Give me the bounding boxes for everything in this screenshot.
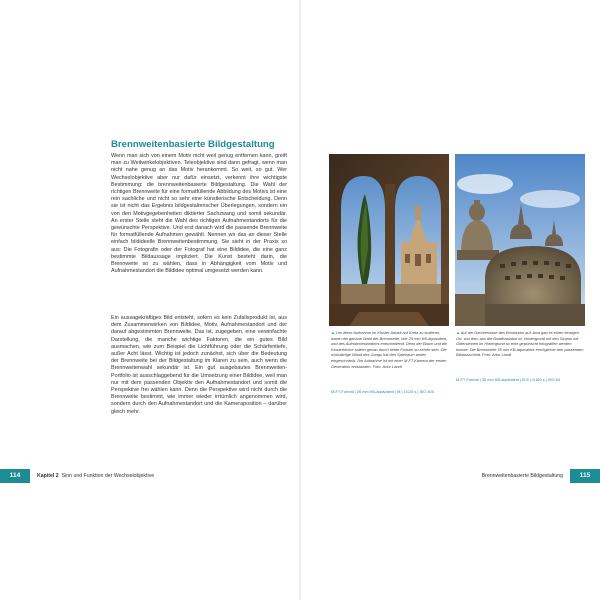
photo-caption-right [456,330,584,358]
running-head-right: Brennweitenbasierte Bildgestaltung [481,473,563,479]
caption-left-text: Um diese Aufnahme im Kloster Arkadi auf Kreta zu isolieren, waren die genaue Wahl der Brennweite, hier 26 mm KB-äquivalent, und des Aufnahmestandorts entscheidend. Denn der Baum und die Klosterkirche sollten genau durch beide Fenster zu sehen sein. Die rückwärtige Wand des Gangs hat den Spielraum weiter eingeschränkt. Die Aufnahme ist mit einer M-FT-Kamera der ersten Generation entstanden. Foto: Artur Landt [331,330,448,369]
borobudur-illustration [455,154,585,326]
caption-marker-icon: ▲ [331,330,335,335]
photo-borobudur-buddha [455,154,585,326]
section-heading: Brennweitenbasierte Bildgestaltung [111,139,275,150]
arkadi-illustration [329,154,449,326]
exif-data-left: M-FT-Format | 26 mm KB-äquivalent | f8 | 1/125 s | ISO 400 [331,389,434,394]
chapter-label: Kapitel 2 [37,473,59,479]
book-spine [299,0,301,600]
caption-right-text: Auf der Dachterrasse des Borobudur auf Java gab es einen einzigen Ort, von dem aus die Buddhastatue im Vordergrund mit den Stupas mit Gittersteinen im Hintergrund so eine gewünscht fotografiert werden konnte. Die Brennweite 35 mm KB-äquivalent ermöglichte den passenden Bildausschnitt. Foto: Artur Landt [456,330,584,358]
page-number-right: 115 [570,469,600,483]
body-paragraph-1: Wenn man sich von einem Motiv nicht weit genug entfernen kann, greift man zu Weitwinkelobjektiven. Teleobjektive sind dann gefragt, wenn man nicht nahe genug an das Motiv herankommt. So weit, so gut. Wer Wechselobjektive aber nur dafür einsetzt, verkennt ihre wichtigste Bestimmung: die brennweitenbasierte Bildgestaltung. Die Wahl der richtigen Brennweite für eine formatfüllende Abbildung des Motivs ist eine rein sachliche und nicht so sehr eine künstlerische Entscheidung. Denn sie ist nicht das Ergebnis bildgestalterischer Überlegungen, sondern ein von den Motivgegebenheiten diktierter Sachzwang und somit sekundär. An erster Stelle steht die Wahl des richtigen Aufnahmestandorts für die gewünschte Perspektive. Und erst danach wird die passende Brennweite für formatfüllende Aufnahmen gewählt. Nennen wir das an dieser Stelle einfach bildideelle Brennweitenbestimmung. Sie sieht in der Praxis so aus: Die Fotografin oder der Fotograf hat eine Bildidee, die eine ganz bestimmte Bildaussage impliziert. Die Kunst besteht darin, die Brennweite so zu wählen, dass in Abhängigkeit vom Motiv und Aufnahmestandort die Bildidee optimal umgesetzt werden kann. [111,153,287,275]
caption-marker-icon: ▲ [456,330,460,335]
footer-left [0,469,300,483]
page-number-left: 114 [0,469,30,483]
photo-caption-left [331,330,448,369]
running-head-left [37,469,154,483]
footer-right [300,469,600,483]
exif-data-right: M-FT-Format | 35 mm KB-äquivalent | f5.6 | 1/160 s | ISO 64 [456,377,560,382]
body-paragraph-2: Ein aussagekräftiges Bild entsteht, sofern es kein Zufallsprodukt ist, aus dem Zusammenwirken von Bildidee, Motiv, Aufnahmestandort und der darauf abgestimmten Brennweite. Das ist, zugegeben, eine vereinfachte Darstellung, die manche wichtige Faktoren, die ein gutes Bild ausmachen, wie zum Beispiel die Lichtführung oder die Schärfentiefe, außer Acht lässt. Wichtig ist jedoch zunächst, sich über die Bedeutung der Brennweite bei der Bildgestaltung im Klaren zu sein, auch wenn die Brennweitenwahl sekundär ist. Ein gut ausgebautes Brennweiten-Portfolio ist ausschlaggebend für die Umsetzung einer Bildidee, weil man nur mit dem passenden Objektiv den Aufnahmestandort und somit die Perspektive frei wählen kann. Denn die Perspektive wird nicht durch die Brennweite bestimmt, wie immer wieder irrtümlich angenommen wird, sondern durch den Aufnahmestandort und die Kameraposition – darüber gleich mehr. [111,315,287,415]
photo-arkadi-monastery [329,154,449,326]
chapter-title: Sinn und Funktion der Wechselobjektive [61,473,155,479]
